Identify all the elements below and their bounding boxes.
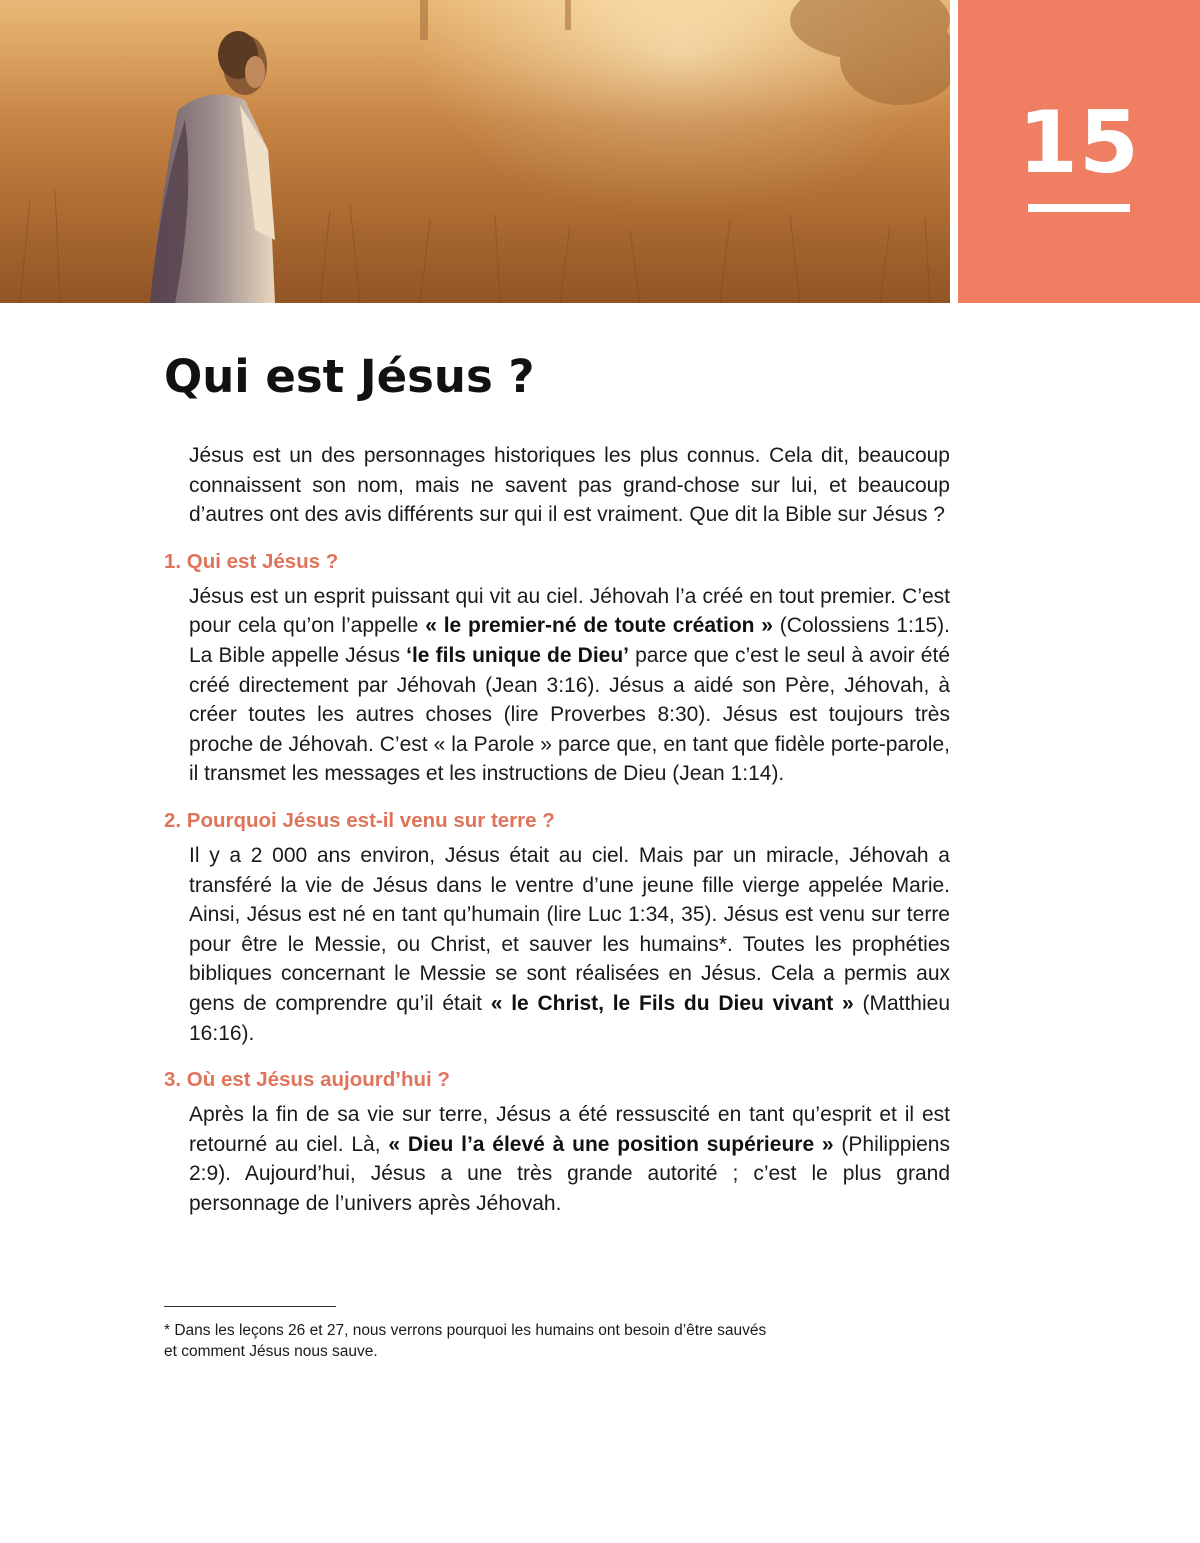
quote-firstborn: « le premier-né de toute création » <box>425 614 773 638</box>
lesson-underline <box>1028 204 1130 212</box>
question-1-heading: 1. Qui est Jésus ? <box>164 549 339 573</box>
footnote <box>164 1320 904 1362</box>
question-2-body: Il y a 2 000 ans environ, Jésus était au ciel. Mais par un miracle, Jéhovah a transféré la vie de Jésus dans le ventre d’une jeune fille vierge appelée Marie. Ainsi, Jésus est né en tant qu’humain (lire Luc 1:34, 35). Jésus est venu sur terre pour être le Messie, ou Christ, et sauver les humains*. Toutes les prophéties bibliques concernant le Messie se sont réalisées en Jésus. Cela a permis aux gens de comprendre qu’il était « le Christ, le Fils du Dieu vivant » (Matthieu 16:16). <box>189 843 951 1045</box>
quote-only-son: ‘le fils unique de Dieu’ <box>406 643 629 667</box>
footnote-line-2: et comment Jésus nous sauve. <box>164 1343 378 1360</box>
lesson-badge <box>958 0 1200 303</box>
field-illustration <box>0 0 950 303</box>
lesson-content <box>164 441 950 1218</box>
footnote-divider <box>164 1306 336 1307</box>
question-2-heading: 2. Pourquoi Jésus est-il venu sur terre ? <box>164 808 555 832</box>
question-3-body: Après la fin de sa vie sur terre, Jésus a été ressuscité en tant qu’esprit et il est retourné au ciel. Là, « Dieu l’a élevé à une position supérieure » (Philippiens 2:9). Aujourd’hui, Jésus a une très grande autorité ; c’est le plus grand personnage de l’univers après Jéhovah. <box>189 1103 950 1215</box>
page-title: Qui est Jésus ? <box>164 350 535 403</box>
question-1-body: Jésus est un esprit puissant qui vit au ciel. Jéhovah l’a créé en tout premier. C’est pour cela qu’on l’appelle « le premier-né de toute création » (Colossiens 1:15). La Bible appelle Jésus ‘le fils unique de Dieu’ parce que c’est le seul à avoir été créé directement par Jéhovah (Jean 3:16). Jésus a aidé son Père, Jéhovah, à créer toutes les autres choses (lire Proverbes 8:30). Jésus est toujours très proche de Jéhovah. C’est « la Parole » parce que, en tant que fidèle porte-parole, il transmet les messages et les instructions de Dieu (Jean 1:14). <box>189 584 950 786</box>
quote-exalted: « Dieu l’a élevé à une position supérieure » <box>388 1132 834 1156</box>
intro-paragraph: Jésus est un des personnages historiques les plus connus. Cela dit, beaucoup connaissent son nom, mais ne savent pas grand-chose sur lui, et beaucoup d’autres ont des avis différents sur qui il est vraiment. Que dit la Bible sur Jésus ? <box>189 444 950 527</box>
hero-image <box>0 0 950 303</box>
quote-christ: « le Christ, le Fils du Dieu vivant » <box>490 991 854 1015</box>
footnote-line-1: * Dans les leçons 26 et 27, nous verrons pourquoi les humains ont besoin d’être sauvés <box>164 1322 767 1339</box>
question-3-heading: 3. Où est Jésus aujourd’hui ? <box>164 1068 450 1092</box>
lesson-number: 15 <box>1018 93 1140 193</box>
